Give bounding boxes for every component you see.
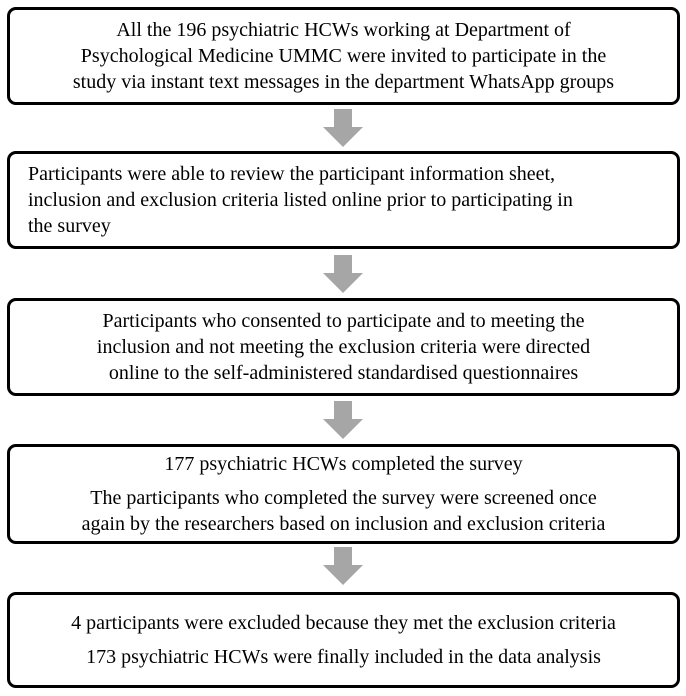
step-3-line-3: online to the self-administered standardised questionnaires [108,362,579,384]
step-2-box [7,151,680,249]
step-2-line-2: inclusion and exclusion criteria listed online prior to participating in [28,189,573,211]
step-2-line-1: Participants were able to review the participant information sheet, [28,163,556,185]
down-arrow-icon [323,547,363,585]
step-4-line-1: 177 psychiatric HCWs completed the survey [164,453,523,475]
step-3-box [7,298,680,396]
down-arrow-icon [323,401,363,439]
step-4-line-2: The participants who completed the survey were screened once [90,487,597,509]
down-arrow-icon [323,109,363,147]
step-2-line-3: the survey [28,215,111,237]
step-1-line-1: All the 196 psychiatric HCWs working at Department of [116,19,571,41]
step-3-line-1: Participants who consented to participate and to meeting the [102,310,585,332]
step-3-line-2: inclusion and not meeting the exclusion criteria were directed [96,336,591,358]
step-5-line-2: 173 psychiatric HCWs were finally included in the data analysis [86,646,601,668]
step-1-line-2: Psychological Medicine UMMC were invited to participate in the [80,45,607,67]
step-4-box [7,444,680,544]
step-4-line-3: again by the researchers based on inclusion and exclusion criteria [81,513,606,535]
step-1-line-3: study via instant text messages in the department WhatsApp groups [72,71,615,93]
step-1-box [7,7,680,105]
step-5-box [7,592,680,688]
down-arrow-icon [323,255,363,293]
step-5-line-1: 4 participants were excluded because they met the exclusion criteria [71,612,616,634]
